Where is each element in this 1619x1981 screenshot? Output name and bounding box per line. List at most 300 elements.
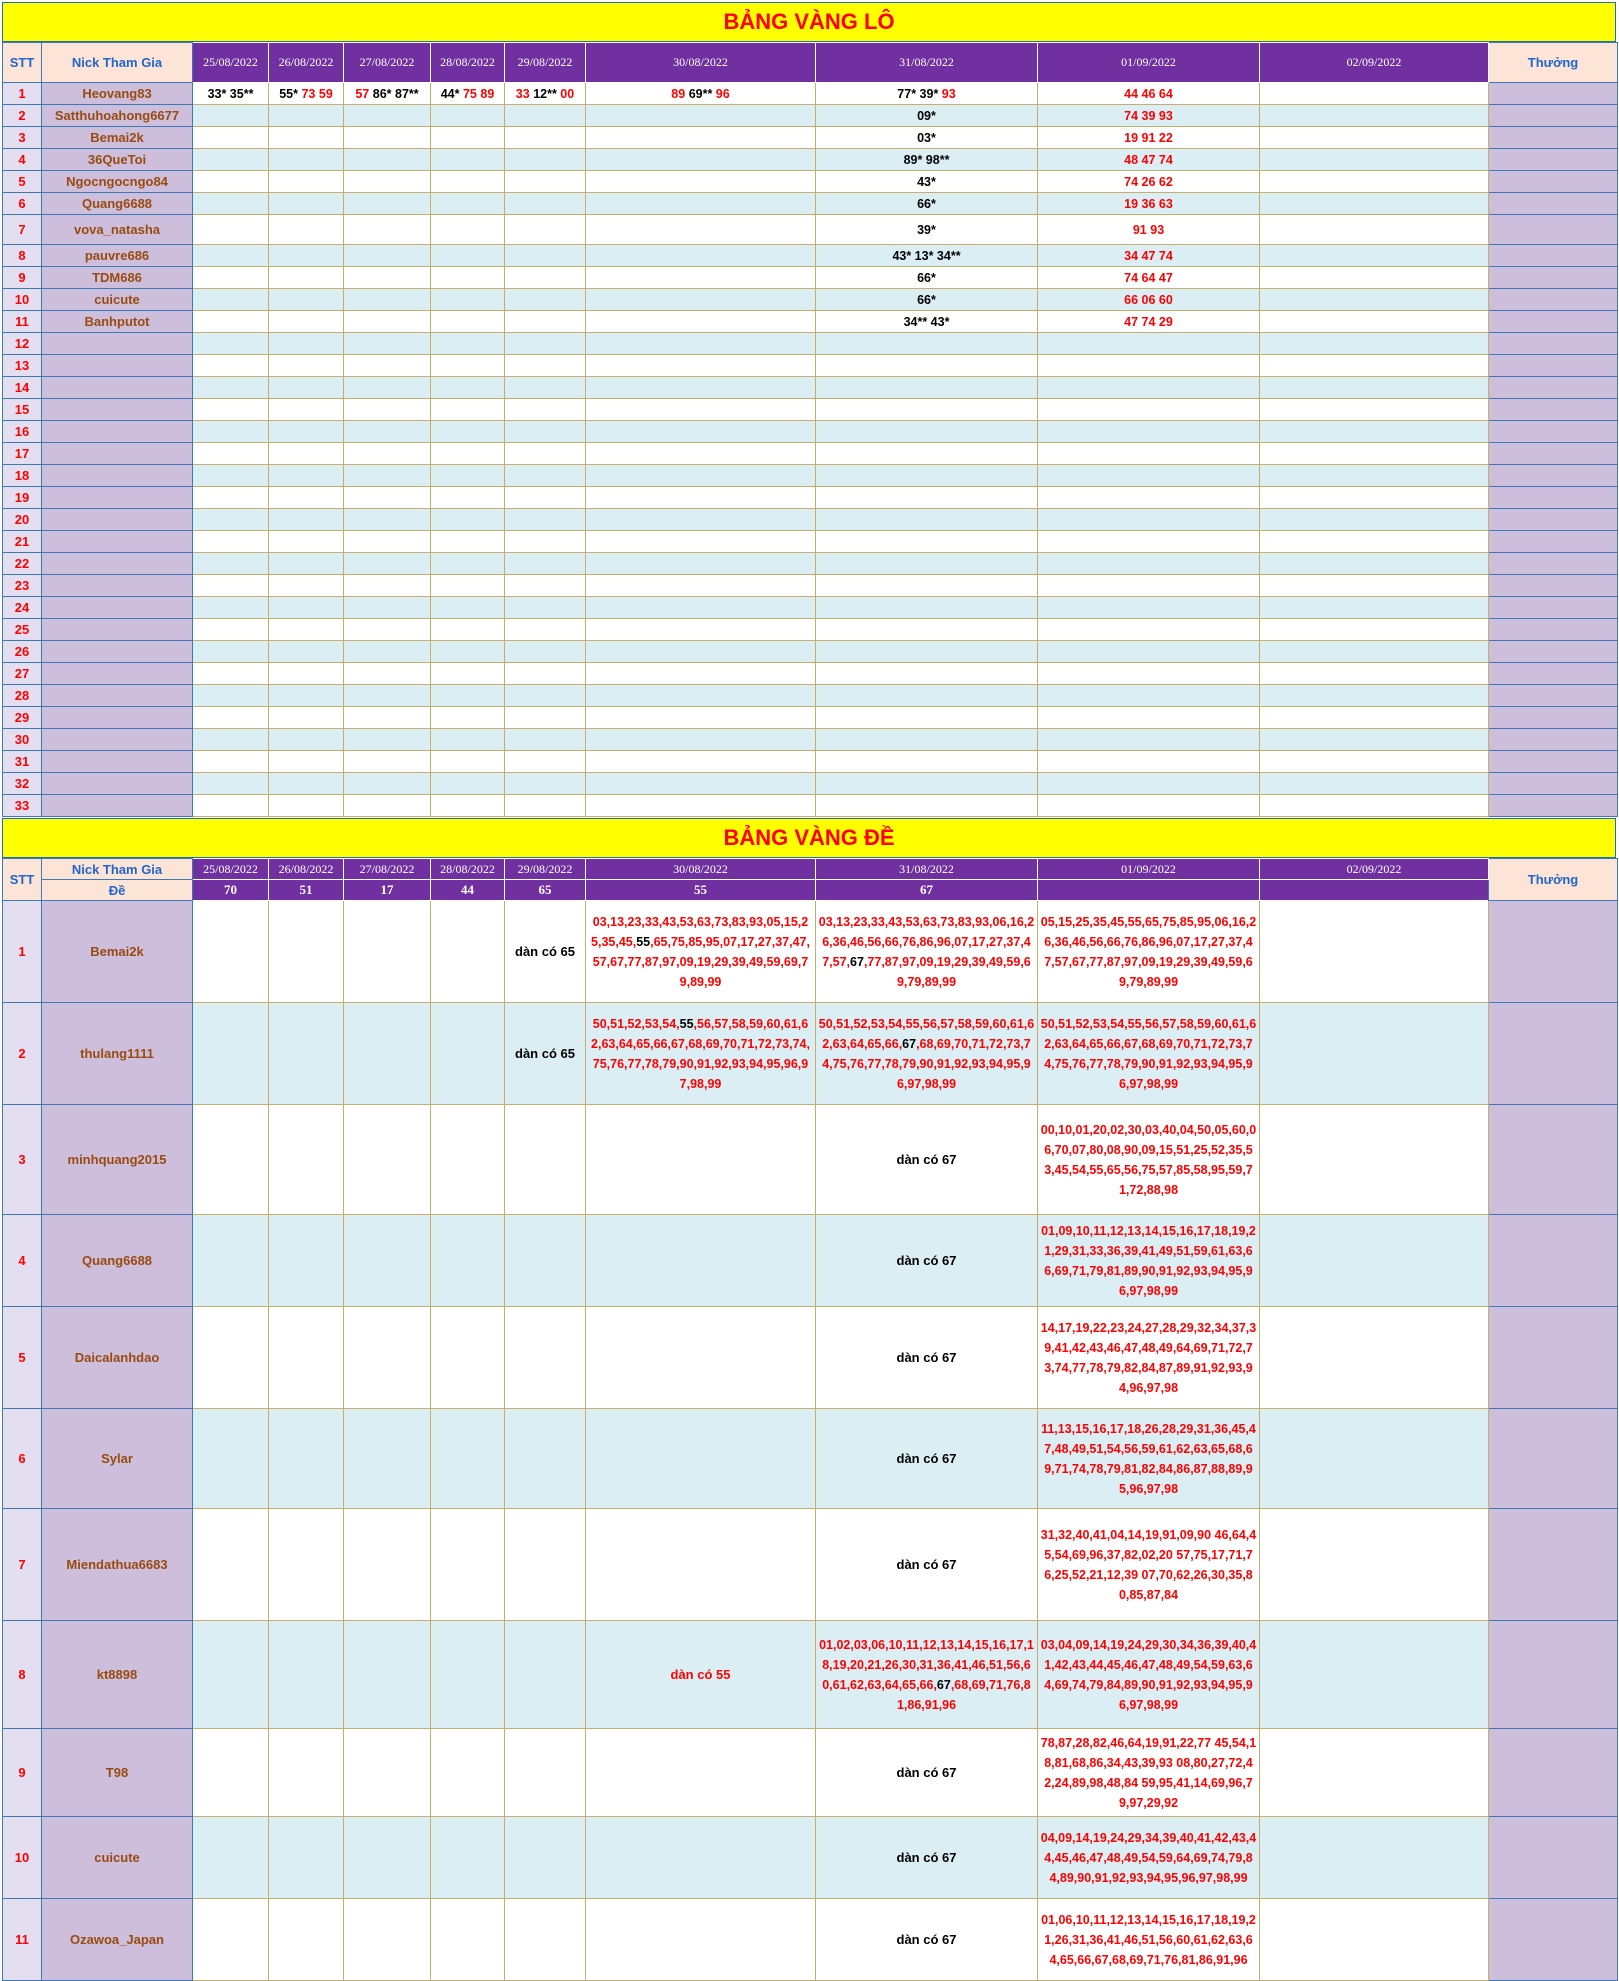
lo-number: 93	[941, 86, 956, 101]
de-empty-cell	[505, 1215, 586, 1307]
lo-value-cell	[1260, 575, 1489, 597]
lo-value-cell	[269, 127, 344, 149]
lo-value-cell	[431, 267, 505, 289]
nick-cell	[42, 443, 193, 465]
de-empty-cell	[269, 1105, 344, 1215]
table-row	[3, 597, 1618, 619]
de-empty-cell	[1260, 1817, 1489, 1899]
lo-value-cell	[193, 597, 269, 619]
de-header-row	[3, 859, 1618, 880]
table-row	[3, 193, 1618, 215]
lo-value-cell	[586, 83, 816, 105]
table-row	[3, 443, 1618, 465]
lo-date-header: 25/08/2022	[193, 43, 269, 83]
lo-value-cell	[1260, 509, 1489, 531]
lo-value-cell	[269, 509, 344, 531]
lo-value-cell	[505, 729, 586, 751]
lo-value-cell	[1038, 641, 1260, 663]
de-number-run: 00,10,01,20,02,30,03,40,04,50,05,60,06,70,07,80,08,90,09,15,51,25,52,35,53,45,54,55,65,56,75,57,85,58,95,59,71,72,88,98	[1040, 1122, 1257, 1197]
lo-value-cell	[816, 421, 1038, 443]
lo-value-cell	[431, 215, 505, 245]
lo-value-cell	[586, 751, 816, 773]
nick-cell: Heovang83	[42, 83, 193, 105]
de-note-cell: dàn có 67	[816, 1899, 1038, 1981]
stt-cell: 27	[3, 663, 42, 685]
nick-cell	[42, 663, 193, 685]
lo-value-cell	[431, 575, 505, 597]
de-label: Đề	[42, 880, 193, 901]
lo-value-cell	[344, 795, 431, 817]
lo-value-cell	[1260, 619, 1489, 641]
lo-value-cell	[344, 641, 431, 663]
lo-value-cell	[505, 619, 586, 641]
lo-number: 73 59	[301, 86, 333, 101]
thuong-cell	[1489, 1509, 1618, 1621]
lo-header-row	[3, 43, 1618, 83]
lo-value-cell	[193, 553, 269, 575]
de-number-run: 55	[679, 1016, 694, 1031]
de-note-cell: dàn có 67	[816, 1409, 1038, 1509]
de-number-list	[1038, 1307, 1260, 1409]
lo-value-cell	[431, 421, 505, 443]
lo-value-cell	[431, 619, 505, 641]
lo-value-cell	[269, 553, 344, 575]
de-date-header: 25/08/2022	[193, 859, 269, 880]
lo-value-cell	[431, 751, 505, 773]
lo-number: 96	[715, 86, 730, 101]
thuong-cell	[1489, 171, 1618, 193]
de-number-run: 50,51,52,53,54,55,56,57,58,59,60,61,62,63,64,65,66,67,68,69,70,71,72,73,74,75,76,77,78,79,90,91,92,93,94,95,96,97,98,99	[1040, 1016, 1257, 1091]
lo-value-cell	[586, 289, 816, 311]
lo-value-cell	[431, 663, 505, 685]
de-empty-cell	[193, 1003, 269, 1105]
lo-value-cell	[816, 575, 1038, 597]
thuong-cell	[1489, 149, 1618, 171]
thuong-cell	[1489, 1003, 1618, 1105]
lo-value-cell	[1260, 553, 1489, 575]
lo-value-cell	[269, 267, 344, 289]
stt-cell: 26	[3, 641, 42, 663]
de-number-list	[1038, 901, 1260, 1003]
lo-value-cell	[505, 597, 586, 619]
lo-value-cell	[269, 355, 344, 377]
lo-value-cell	[269, 193, 344, 215]
de-empty-cell	[344, 1307, 431, 1409]
de-empty-cell	[344, 1729, 431, 1817]
nick-cell	[42, 685, 193, 707]
lo-number: 43*	[917, 174, 936, 189]
lo-value-cell	[269, 289, 344, 311]
lo-value-cell	[816, 149, 1038, 171]
lo-value-cell	[1260, 443, 1489, 465]
de-empty-cell	[431, 1509, 505, 1621]
lo-value-cell	[269, 773, 344, 795]
lo-value-cell	[344, 773, 431, 795]
thuong-cell	[1489, 597, 1618, 619]
lo-value-cell	[269, 171, 344, 193]
de-empty-cell	[431, 1899, 505, 1981]
nick-cell: cuicute	[42, 1817, 193, 1899]
de-note-cell: dàn có 67	[816, 1817, 1038, 1899]
lo-value-cell	[344, 487, 431, 509]
lo-value-cell	[269, 795, 344, 817]
de-empty-cell	[193, 1899, 269, 1981]
lo-value-cell	[431, 465, 505, 487]
lo-value-cell	[505, 553, 586, 575]
lo-number: 19 91 22	[1124, 130, 1173, 145]
lo-value-cell	[1038, 355, 1260, 377]
nick-cell	[42, 333, 193, 355]
lo-value-cell	[269, 685, 344, 707]
table-row	[3, 751, 1618, 773]
de-empty-cell	[431, 1729, 505, 1817]
de-stt-header: STT	[3, 859, 42, 901]
lo-value-cell	[431, 795, 505, 817]
de-note-cell: dàn có 67	[816, 1307, 1038, 1409]
lo-value-cell	[269, 215, 344, 245]
de-note-cell: dàn có 65	[505, 901, 586, 1003]
lo-value-cell	[1260, 399, 1489, 421]
de-number-run: 01,02,03,06,10,11,12,13,14,15,16,17,18,19,20,21,26,30,31,36,41,46,51,56,60,61,62,63,64,65,66,	[819, 1637, 1034, 1692]
stt-cell: 21	[3, 531, 42, 553]
lo-value-cell	[816, 795, 1038, 817]
lo-value-cell	[505, 707, 586, 729]
thuong-cell	[1489, 707, 1618, 729]
de-empty-cell	[586, 1817, 816, 1899]
thuong-cell	[1489, 773, 1618, 795]
lo-value-cell	[816, 729, 1038, 751]
table-row	[3, 245, 1618, 267]
table-row	[3, 1509, 1618, 1621]
lo-value-cell	[193, 399, 269, 421]
lo-value-cell	[344, 465, 431, 487]
lo-value-cell	[193, 443, 269, 465]
table-row	[3, 1105, 1618, 1215]
lo-value-cell	[586, 105, 816, 127]
lo-value-cell	[193, 267, 269, 289]
thuong-cell	[1489, 289, 1618, 311]
lo-value-cell	[586, 663, 816, 685]
stt-cell: 12	[3, 333, 42, 355]
stt-cell: 3	[3, 127, 42, 149]
stt-cell: 9	[3, 1729, 42, 1817]
lo-value-cell	[1260, 707, 1489, 729]
lo-number: 44*	[440, 86, 463, 101]
lo-number: 75 89	[462, 86, 495, 101]
lo-value-cell	[193, 619, 269, 641]
lo-value-cell	[816, 597, 1038, 619]
nick-cell: Bemai2k	[42, 901, 193, 1003]
thuong-cell	[1489, 575, 1618, 597]
table-row	[3, 707, 1618, 729]
nick-cell	[42, 729, 193, 751]
thuong-cell	[1489, 311, 1618, 333]
de-result	[1038, 880, 1260, 901]
lo-value-cell	[816, 531, 1038, 553]
lo-value-cell	[344, 105, 431, 127]
de-number-run: ,56,57,58,59,60,61,62,63,64,65,66,67,68,69,70,71,72,73,74,75,76,77,78,79,90,91,92,93,94,95,96,97,98,99	[591, 1016, 810, 1091]
de-empty-cell	[193, 1817, 269, 1899]
de-number-run: 04,09,14,19,24,29,34,39,40,41,42,43,44,45,46,47,48,49,54,59,64,69,74,79,84,89,90,91,92,93,94,95,96,97,98,99	[1040, 1830, 1257, 1885]
nick-cell	[42, 597, 193, 619]
stt-cell: 16	[3, 421, 42, 443]
de-empty-cell	[431, 1307, 505, 1409]
lo-value-cell	[505, 171, 586, 193]
lo-value-cell	[1038, 215, 1260, 245]
lo-value-cell	[586, 531, 816, 553]
de-date-header: 31/08/2022	[816, 859, 1038, 880]
stt-cell: 4	[3, 149, 42, 171]
lo-value-cell	[1038, 751, 1260, 773]
lo-value-cell	[505, 333, 586, 355]
lo-value-cell	[269, 575, 344, 597]
lo-value-cell	[586, 619, 816, 641]
lo-value-cell	[193, 575, 269, 597]
stt-cell: 22	[3, 553, 42, 575]
lo-value-cell	[505, 193, 586, 215]
lo-value-cell	[431, 597, 505, 619]
lo-value-cell	[1260, 729, 1489, 751]
de-empty-cell	[344, 1003, 431, 1105]
lo-value-cell	[193, 751, 269, 773]
lo-value-cell	[505, 105, 586, 127]
lo-value-cell	[1038, 245, 1260, 267]
lo-value-cell	[269, 377, 344, 399]
stt-cell: 11	[3, 1899, 42, 1981]
thuong-cell	[1489, 553, 1618, 575]
lo-value-cell	[505, 149, 586, 171]
nick-cell: Ngocngocngo84	[42, 171, 193, 193]
lo-value-cell	[431, 531, 505, 553]
lo-value-cell	[269, 105, 344, 127]
nick-cell	[42, 509, 193, 531]
thuong-cell	[1489, 619, 1618, 641]
de-empty-cell	[431, 1621, 505, 1729]
nick-cell: Satthuhoahong6677	[42, 105, 193, 127]
de-date-header: 30/08/2022	[586, 859, 816, 880]
stt-cell: 8	[3, 1621, 42, 1729]
lo-thuong-header: Thưởng	[1489, 43, 1618, 83]
stt-cell: 8	[3, 245, 42, 267]
lo-value-cell	[1038, 193, 1260, 215]
lo-value-cell	[193, 773, 269, 795]
thuong-cell	[1489, 245, 1618, 267]
stt-cell: 29	[3, 707, 42, 729]
lo-value-cell	[344, 333, 431, 355]
lo-number: 33	[515, 86, 534, 101]
lo-value-cell	[344, 355, 431, 377]
lo-value-cell	[193, 171, 269, 193]
table-row	[3, 83, 1618, 105]
stt-cell: 9	[3, 267, 42, 289]
thuong-cell	[1489, 355, 1618, 377]
lo-value-cell	[586, 553, 816, 575]
lo-value-cell	[586, 193, 816, 215]
lo-value-cell	[269, 619, 344, 641]
de-empty-cell	[586, 1729, 816, 1817]
lo-date-header: 26/08/2022	[269, 43, 344, 83]
lo-value-cell	[431, 773, 505, 795]
nick-cell	[42, 707, 193, 729]
table-row	[3, 399, 1618, 421]
lo-value-cell	[431, 553, 505, 575]
de-empty-cell	[431, 1003, 505, 1105]
lo-value-cell	[193, 149, 269, 171]
de-empty-cell	[269, 1729, 344, 1817]
stt-cell: 17	[3, 443, 42, 465]
de-number-run: 03,13,23,33,43,53,63,73,83,93,05,15,25,35,45,	[591, 914, 809, 949]
lo-value-cell	[344, 443, 431, 465]
de-empty-cell	[431, 1409, 505, 1509]
table-row	[3, 685, 1618, 707]
table-row	[3, 149, 1618, 171]
lo-value-cell	[816, 465, 1038, 487]
lo-value-cell	[1038, 399, 1260, 421]
de-empty-cell	[586, 1409, 816, 1509]
lo-value-cell	[193, 311, 269, 333]
stt-cell: 19	[3, 487, 42, 509]
table-row	[3, 641, 1618, 663]
nick-cell	[42, 465, 193, 487]
thuong-cell	[1489, 127, 1618, 149]
lo-value-cell	[505, 355, 586, 377]
lo-number: 89	[671, 86, 689, 101]
lo-number: 74 26 62	[1124, 174, 1173, 189]
thuong-cell	[1489, 1729, 1618, 1817]
lo-value-cell	[816, 619, 1038, 641]
lo-value-cell	[431, 311, 505, 333]
lo-value-cell	[269, 707, 344, 729]
lo-value-cell	[1260, 105, 1489, 127]
lo-value-cell	[1260, 311, 1489, 333]
de-number-run: 03,13,23,33,43,53,63,73,83,93,06,16,26,36,46,56,66,76,86,96,07,17,27,37,47,57,	[818, 914, 1035, 969]
lo-date-header: 28/08/2022	[431, 43, 505, 83]
thuong-cell	[1489, 685, 1618, 707]
lo-value-cell	[505, 509, 586, 531]
lo-value-cell	[344, 245, 431, 267]
lo-value-cell	[431, 509, 505, 531]
de-empty-cell	[269, 901, 344, 1003]
lo-value-cell	[193, 465, 269, 487]
de-empty-cell	[431, 901, 505, 1003]
lo-value-cell	[193, 707, 269, 729]
de-empty-cell	[586, 1509, 816, 1621]
lo-number: 66*	[917, 196, 936, 211]
lo-value-cell	[505, 127, 586, 149]
lo-value-cell	[269, 729, 344, 751]
lo-value-cell	[816, 355, 1038, 377]
de-empty-cell	[344, 1215, 431, 1307]
lo-value-cell	[1038, 795, 1260, 817]
lo-table	[2, 42, 1618, 817]
stt-cell: 30	[3, 729, 42, 751]
thuong-cell	[1489, 487, 1618, 509]
lo-value-cell	[586, 171, 816, 193]
lo-date-header: 27/08/2022	[344, 43, 431, 83]
lo-value-cell	[193, 377, 269, 399]
de-number-list	[1038, 1899, 1260, 1981]
stt-cell: 23	[3, 575, 42, 597]
lo-value-cell	[816, 685, 1038, 707]
thuong-cell	[1489, 531, 1618, 553]
de-empty-cell	[269, 1899, 344, 1981]
de-title: BẢNG VÀNG ĐỀ	[723, 825, 895, 850]
de-result: 65	[505, 880, 586, 901]
lo-value-cell	[1260, 641, 1489, 663]
de-nick-header: Nick Tham Gia	[42, 859, 193, 880]
lo-value-cell	[193, 83, 269, 105]
lo-value-cell	[1038, 465, 1260, 487]
lo-value-cell	[344, 171, 431, 193]
de-empty-cell	[193, 1729, 269, 1817]
table-row	[3, 105, 1618, 127]
de-date-header: 01/09/2022	[1038, 859, 1260, 880]
lo-number: 57	[355, 86, 373, 101]
de-empty-cell	[1260, 1105, 1489, 1215]
lo-value-cell	[344, 215, 431, 245]
lo-number: 77* 39*	[897, 86, 942, 101]
lo-number: 19 36 63	[1124, 196, 1173, 211]
stt-cell: 33	[3, 795, 42, 817]
lo-value-cell	[505, 773, 586, 795]
lo-date-header: 30/08/2022	[586, 43, 816, 83]
lo-value-cell	[586, 355, 816, 377]
de-note-cell: dàn có 67	[816, 1509, 1038, 1621]
thuong-cell	[1489, 399, 1618, 421]
lo-value-cell	[1260, 421, 1489, 443]
de-empty-cell	[505, 1817, 586, 1899]
lo-value-cell	[816, 193, 1038, 215]
lo-value-cell	[1260, 289, 1489, 311]
table-row	[3, 531, 1618, 553]
lo-value-cell	[269, 531, 344, 553]
de-result: 44	[431, 880, 505, 901]
lo-number: 74 39 93	[1124, 108, 1173, 123]
thuong-cell	[1489, 83, 1618, 105]
lo-number: 03*	[917, 130, 936, 145]
table-row	[3, 1307, 1618, 1409]
lo-value-cell	[1038, 267, 1260, 289]
lo-number: 44 46 64	[1124, 86, 1173, 101]
lo-value-cell	[586, 399, 816, 421]
lo-value-cell	[586, 575, 816, 597]
nick-cell	[42, 751, 193, 773]
lo-value-cell	[505, 575, 586, 597]
de-number-list	[1038, 1817, 1260, 1899]
nick-cell: 36QueToi	[42, 149, 193, 171]
nick-cell: Quang6688	[42, 1215, 193, 1307]
de-empty-cell	[193, 1215, 269, 1307]
lo-value-cell	[344, 685, 431, 707]
de-number-list	[816, 901, 1038, 1003]
lo-value-cell	[586, 377, 816, 399]
lo-value-cell	[1038, 421, 1260, 443]
de-empty-cell	[1260, 1899, 1489, 1981]
de-number-list	[1038, 1621, 1260, 1729]
lo-value-cell	[505, 465, 586, 487]
lo-value-cell	[816, 707, 1038, 729]
lo-value-cell	[193, 215, 269, 245]
thuong-cell	[1489, 333, 1618, 355]
de-empty-cell	[193, 1105, 269, 1215]
lo-value-cell	[193, 795, 269, 817]
stt-cell: 1	[3, 901, 42, 1003]
lo-value-cell	[586, 245, 816, 267]
lo-value-cell	[1260, 597, 1489, 619]
table-row	[3, 509, 1618, 531]
stt-cell: 28	[3, 685, 42, 707]
lo-value-cell	[505, 795, 586, 817]
